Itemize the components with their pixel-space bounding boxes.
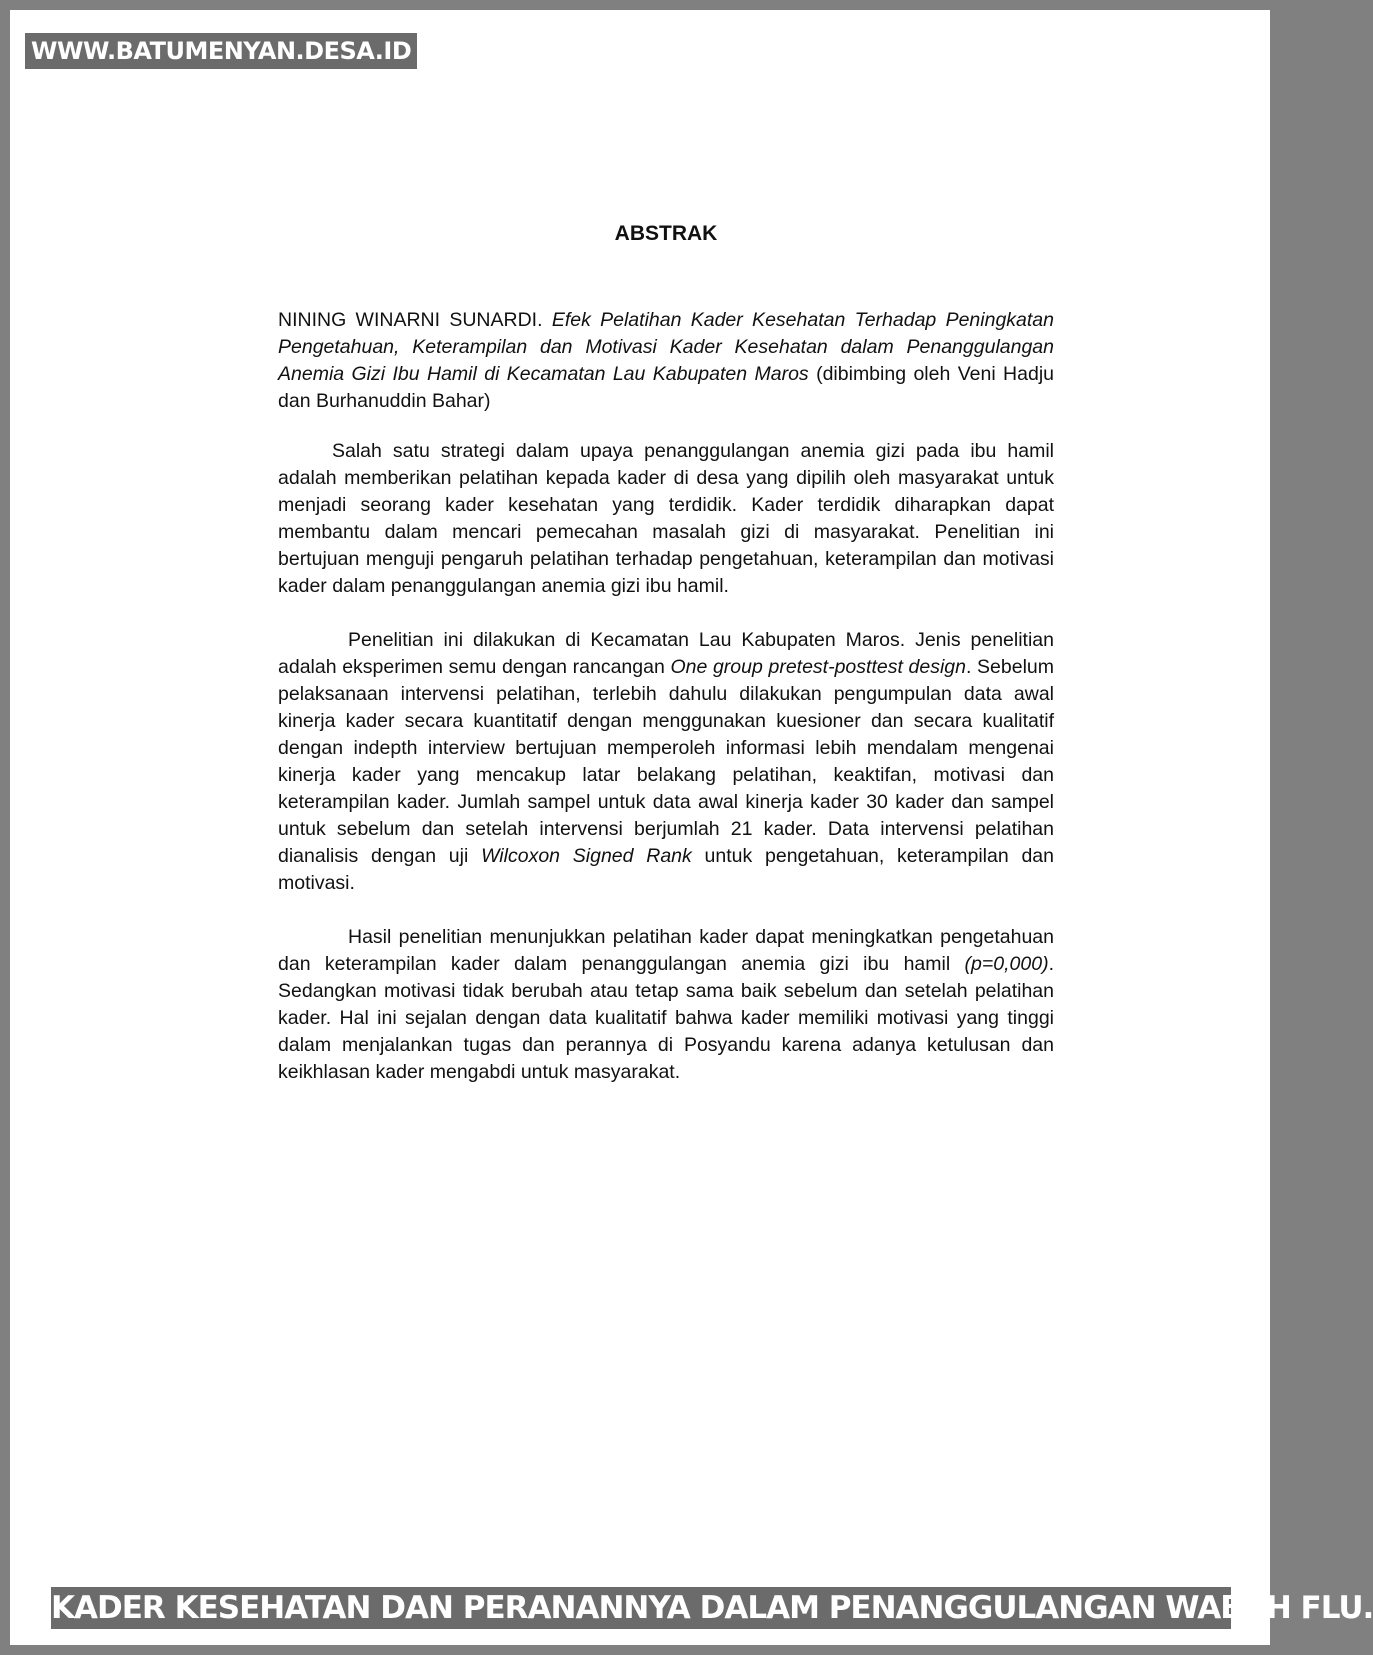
abstract-paragraph-3 [278, 924, 1054, 1086]
supervisors: (dibimbing oleh Veni Hadju dan Burhanuddin Bahar) [278, 363, 1055, 412]
paragraph-2-text-1: Penelitian ini dilakukan di Kecamatan Lau Kabupaten Maros. Jenis penelitian adalah eksperimen semu dengan rancangan [278, 629, 1054, 678]
paragraph-3-text-2: . Sedangkan motivasi tidak berubah atau tetap sama baik sebelum dan setelah pelatihan kader. Hal ini sejalan dengan data kualitatif bahwa kader memiliki motivasi yang tinggi dalam menjalankan tugas dan perannya di Posyandu karena adanya ketulusan dan keikhlasan kader mengabdi untuk masyarakat. [278, 953, 1054, 1083]
abstract-paragraph-2 [278, 627, 1054, 897]
citation-block [278, 307, 1054, 415]
thesis-title: Efek Pelatihan Kader Kesehatan Terhadap Peningkatan Pengetahuan, Keterampilan dan Motivasi Kader Kesehatan dalam Penanggulangan Anemia Gizi Ibu Hamil di Kecamatan Lau Kabupaten Maros [278, 309, 1054, 385]
statistical-test: Wilcoxon Signed Rank [481, 845, 692, 867]
abstract-paragraph-1: Salah satu strategi dalam upaya penanggulangan anemia gizi pada ibu hamil adalah memberikan pelatihan kepada kader di desa yang dipilih oleh masyarakat untuk menjadi seorang kader kesehatan yang terdidik. Kader terdidik diharapkan dapat membantu dalam mencari pemecahan masalah gizi di masyarakat. Penelitian ini bertujuan menguji pengaruh pelatihan terhadap pengetahuan, keterampilan dan motivasi kader dalam penanggulangan anemia gizi ibu hamil. [278, 440, 1054, 597]
abstract-title: ABSTRAK [614, 222, 718, 245]
caption-banner: KADER KESEHATAN DAN PERANANNYA DALAM PENANGGULANGAN WABAH FLU. [51, 1587, 1231, 1629]
abstract-section [278, 220, 1054, 1113]
p-value: (p=0,000) [964, 953, 1049, 975]
paragraph-2-text-3: untuk pengetahuan, keterampilan dan motivasi. [278, 845, 1054, 894]
paragraph-2-text-2: . Sebelum pelaksanaan intervensi pelatihan, terlebih dahulu dilakukan pengumpulan data awal kinerja kader secara kuantitatif dengan menggunakan kuesioner dan secara kualitatif dengan indepth interview bertujuan memperoleh informasi lebih mendalam mengenai kinerja kader yang mencakup latar belakang pelatihan, keaktifan, motivasi dan keterampilan kader. Jumlah sampel untuk data awal kinerja kader 30 kader dan sampel untuk sebelum dan setelah intervensi berjumlah 21 kader. Data intervensi pelatihan dianalisis dengan uji [278, 656, 1055, 867]
research-design: One group pretest-posttest design [670, 656, 966, 678]
site-watermark: WWW.BATUMENYAN.DESA.ID [25, 33, 417, 69]
paragraph-3-text-1: Hasil penelitian menunjukkan pelatihan kader dapat meningkatkan pengetahuan dan keterampilan kader dalam penanggulangan anemia gizi ibu hamil [278, 926, 1054, 975]
author-name: NINING WINARNI SUNARDI. [278, 309, 543, 331]
